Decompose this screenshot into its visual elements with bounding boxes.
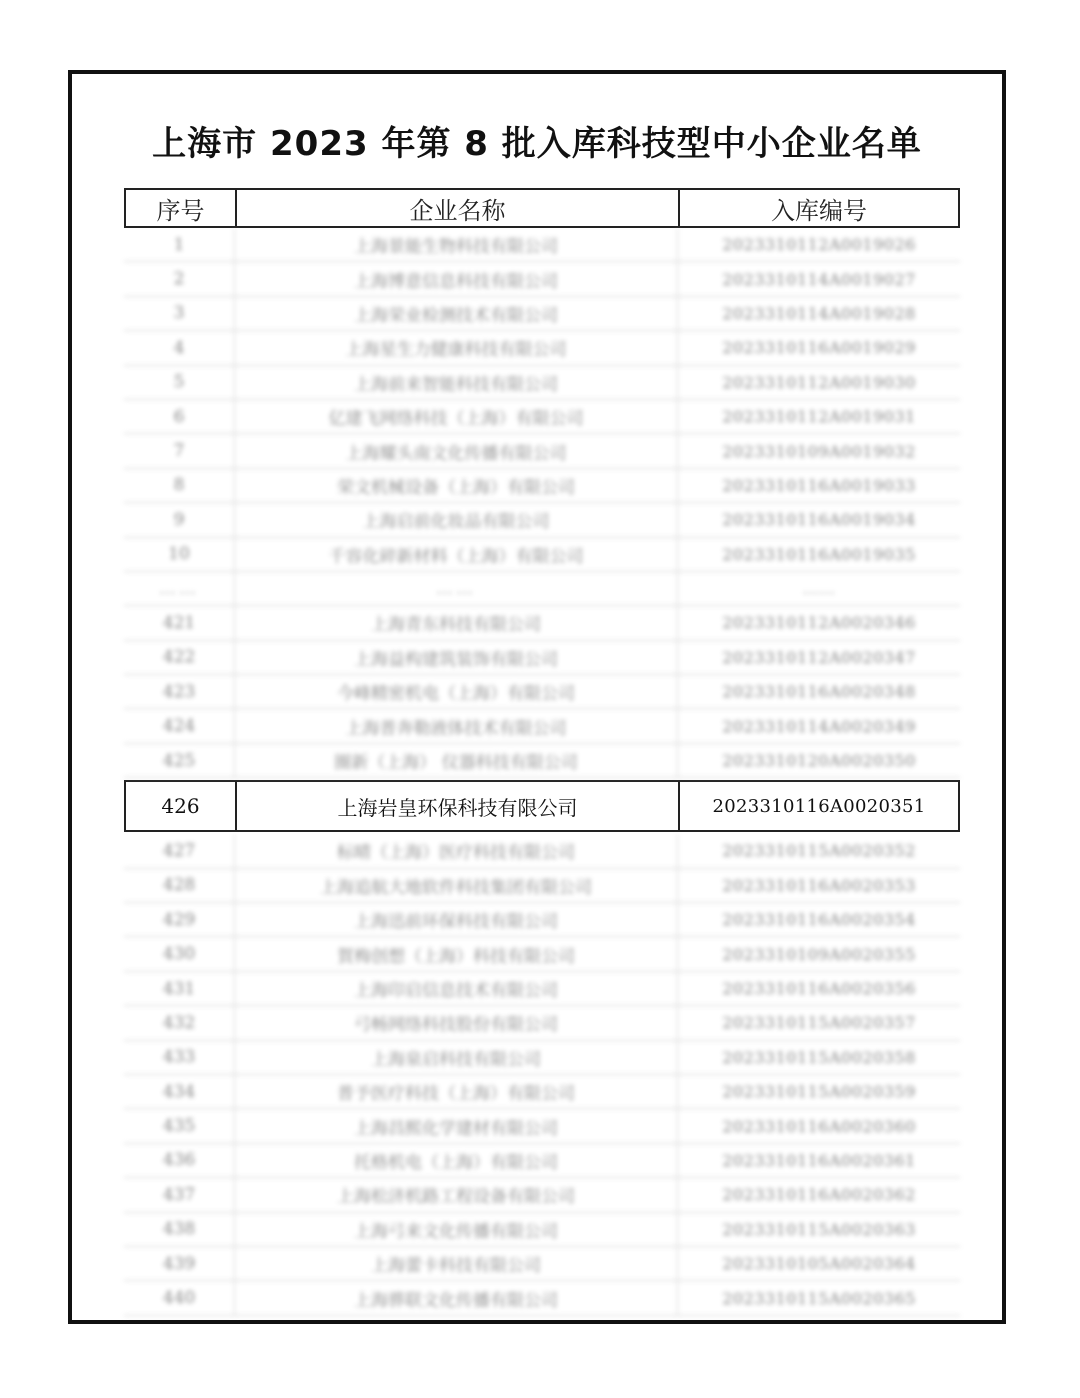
row-serial-number: 437: [124, 1178, 235, 1211]
row-registration-number: 2023310112A0019026: [722, 235, 916, 255]
row-registration-number: 2023310116A0020362: [722, 1185, 916, 1205]
row-company-name: 上海星生力健康科技有限公司: [235, 331, 678, 364]
row-registration-number: 2023310114A0020349: [722, 716, 916, 736]
row-registration-number: 2023310114A0019027: [722, 269, 916, 289]
row-registration-number: 2023310112A0020346: [722, 613, 916, 633]
row-registration-number: 2023310105A0020364: [722, 1254, 916, 1274]
row-company-name: 上海昌熙化学建材有限公司: [235, 1109, 678, 1142]
row-registration-number: 2023310109A0019032: [722, 441, 916, 461]
row-registration-number: 2023310116A0019035: [722, 544, 916, 564]
row-serial-number: 440: [124, 1281, 235, 1314]
table-row: [124, 262, 960, 296]
header-registration-number: 入库编号: [771, 196, 867, 225]
row-registration-number: 2023310116A0019034: [722, 510, 916, 530]
row-company-name: 上海普奔勒液体技术有限公司: [235, 709, 678, 742]
blurred-rows-bottom: [124, 834, 960, 1315]
row-registration-number: 2023310109A0020355: [722, 944, 916, 964]
row-serial-number: 422: [124, 641, 235, 674]
row-registration-number: 2023310112A0020347: [722, 647, 916, 667]
table-row: [124, 641, 960, 675]
row-company-name: 标晴（上海）医疗科技有限公司: [235, 834, 678, 867]
table-row: [124, 606, 960, 640]
row-company-name: 上海前来智能科技有限公司: [235, 366, 678, 399]
table-row: [124, 937, 960, 971]
row-company-name: 上海追航大地软件科技集团有限公司: [235, 869, 678, 902]
row-company-name: 亿建飞网络科技（上海）有限公司: [235, 400, 678, 433]
row-company-name: 上海泉启科技有限公司: [235, 1041, 678, 1074]
row-serial-number: 3: [124, 297, 235, 330]
table-row: [124, 331, 960, 365]
row-company-name: 普予医疗科技（上海）有限公司: [235, 1075, 678, 1108]
row-serial-number: 5: [124, 366, 235, 399]
highlight-company-name: 上海岩皇环保科技有限公司: [237, 782, 680, 830]
row-serial-number: 435: [124, 1109, 235, 1142]
row-registration-number: 2023310116A0020348: [722, 682, 916, 702]
header-serial-number: 序号: [126, 190, 237, 226]
table-row: [124, 434, 960, 468]
table-row: [124, 1144, 960, 1178]
document-page: [68, 70, 1006, 1324]
table-row: [124, 572, 960, 606]
row-registration-number: 2023310115A0020363: [722, 1219, 916, 1239]
row-serial-number: 438: [124, 1213, 235, 1246]
table-row: [124, 675, 960, 709]
row-company-name: 上海松济机路工程设备有限公司: [235, 1178, 678, 1211]
row-company-name: 千容化碎新材料（上海）有限公司: [235, 538, 678, 571]
row-registration-number: 2023310115A0020359: [722, 1082, 916, 1102]
table-row: [124, 297, 960, 331]
row-company-name: 今峰精密机电（上海）有限公司: [235, 675, 678, 708]
row-company-name: 上海启前化妆品有限公司: [235, 503, 678, 536]
row-serial-number: 427: [124, 834, 235, 867]
row-serial-number: 436: [124, 1144, 235, 1177]
table-row: [124, 1006, 960, 1040]
table-row: [124, 366, 960, 400]
row-company-name: 上海景能生物科技有限公司: [235, 228, 678, 261]
row-registration-number: 2023310115A0020365: [722, 1288, 916, 1308]
row-registration-number: 2023310114A0019028: [722, 303, 916, 323]
row-registration-number: 2023310115A0020358: [722, 1047, 916, 1067]
row-serial-number: 430: [124, 937, 235, 970]
row-company-name: 上海博意信息科技有限公司: [235, 262, 678, 295]
row-company-name: 上海益构建筑装饰有限公司: [235, 641, 678, 674]
table-row: [124, 1213, 960, 1247]
row-serial-number: 424: [124, 709, 235, 742]
row-registration-number: 2023310115A0020352: [722, 841, 916, 861]
highlight-serial-number: 426: [126, 782, 237, 830]
header-company-name: 企业名称: [237, 190, 680, 226]
row-serial-number: ……: [124, 572, 235, 605]
table-row: [124, 503, 960, 537]
row-company-name: 賀梅创想（上海）科技有限公司: [235, 937, 678, 970]
row-serial-number: 8: [124, 469, 235, 502]
row-registration-number: 2023310116A0020356: [722, 979, 916, 998]
table-row: [124, 903, 960, 937]
row-serial-number: 9: [124, 503, 235, 536]
row-serial-number: 423: [124, 675, 235, 708]
row-serial-number: 1: [124, 228, 235, 261]
row-serial-number: 425: [124, 744, 235, 777]
blurred-rows-top: [124, 228, 960, 778]
table-row: [124, 1109, 960, 1143]
row-serial-number: 432: [124, 1006, 235, 1039]
table-row: [124, 1281, 960, 1315]
table-row: [124, 1178, 960, 1212]
row-registration-number: ……: [802, 579, 836, 599]
table-row: [124, 834, 960, 868]
row-serial-number: 433: [124, 1041, 235, 1074]
row-registration-number: 2023310112A0019030: [722, 372, 916, 392]
row-company-name: 上海印启信息技术有限公司: [235, 972, 678, 1005]
highlight-registration-number: 2023310116A0020351: [712, 795, 926, 817]
row-company-name: 上海弓来文化传播有限公司: [235, 1213, 678, 1246]
row-serial-number: 6: [124, 400, 235, 433]
row-company-name: 托格机电（上海）有限公司: [235, 1144, 678, 1177]
row-company-name: 圈新（上海） 仪器科技有限公司: [235, 744, 678, 777]
row-serial-number: 431: [124, 972, 235, 1005]
company-list-table: [124, 188, 960, 1316]
row-company-name: 上海蕾卡科技有限公司: [235, 1247, 678, 1280]
table-row: [124, 1041, 960, 1075]
row-company-name: 上海迅前环保科技有限公司: [235, 903, 678, 936]
row-company-name: ……: [235, 572, 678, 605]
table-row: [124, 228, 960, 262]
table-row: [124, 869, 960, 903]
document-title: 上海市 2023 年第 8 批入库科技型中小企业名单: [152, 124, 922, 164]
row-serial-number: 2: [124, 262, 235, 295]
table-row: [124, 469, 960, 503]
row-company-name: 上海耀头南文化传播有限公司: [235, 434, 678, 467]
row-registration-number: 2023310116A0020353: [722, 875, 916, 895]
table-row: [124, 538, 960, 572]
highlighted-row: [124, 780, 960, 832]
row-serial-number: 429: [124, 903, 235, 936]
row-serial-number: 10: [124, 538, 235, 571]
row-serial-number: 7: [124, 434, 235, 467]
row-serial-number: 428: [124, 869, 235, 902]
table-row: [124, 1075, 960, 1109]
row-serial-number: 434: [124, 1075, 235, 1108]
row-serial-number: 439: [124, 1247, 235, 1280]
row-company-name: 上海荣业检测技术有限公司: [235, 297, 678, 330]
table-row: [124, 744, 960, 778]
row-registration-number: 2023310112A0019031: [722, 407, 916, 427]
row-company-name: 上海骅联文化传播有限公司: [235, 1281, 678, 1314]
table-row: [124, 400, 960, 434]
row-serial-number: 421: [124, 606, 235, 639]
row-registration-number: 2023310116A0019033: [722, 475, 916, 495]
row-company-name: 荣文机械设备（上海）有限公司: [235, 469, 678, 502]
table-row: [124, 1247, 960, 1281]
row-registration-number: 2023310116A0020354: [722, 910, 916, 930]
row-registration-number: 2023310120A0020350: [722, 751, 916, 771]
table-header: [124, 188, 960, 228]
row-registration-number: 2023310115A0020357: [722, 1013, 916, 1033]
row-company-name: 弓畅网络科技股份有限公司: [235, 1006, 678, 1039]
row-registration-number: 2023310116A0019029: [722, 338, 916, 358]
row-registration-number: 2023310116A0020360: [722, 1116, 916, 1136]
row-company-name: 上海青东科技有限公司: [235, 606, 678, 639]
row-registration-number: 2023310116A0020361: [722, 1150, 916, 1170]
table-row: [124, 972, 960, 1006]
row-serial-number: 4: [124, 331, 235, 364]
table-row: [124, 709, 960, 743]
